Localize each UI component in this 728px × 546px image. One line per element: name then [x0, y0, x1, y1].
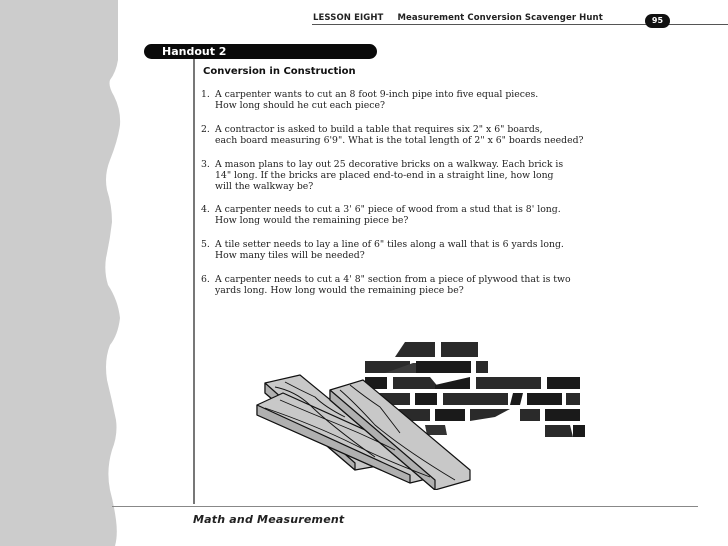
page-number-badge: 95	[645, 14, 670, 28]
question-number: 4.	[201, 204, 210, 215]
question-6	[201, 274, 571, 296]
lesson-title: Measurement Conversion Scavenger Hunt	[397, 13, 603, 23]
question-text-line: A carpenter wants to cut an 8 foot 9-inch pipe into five equal pieces.	[215, 89, 539, 100]
torn-paper-edge	[0, 0, 125, 546]
question-text-line: 14" long. If the bricks are placed end-to-end in a straight line, how long	[215, 170, 554, 181]
question-text-line: will the walkway be?	[215, 181, 314, 192]
question-3	[201, 159, 563, 192]
question-number: 1.	[201, 89, 210, 100]
question-number: 2.	[201, 124, 210, 135]
question-4	[201, 204, 561, 226]
footer-title: Math and Measurement	[193, 513, 345, 526]
lesson-label: LESSON EIGHT	[313, 13, 384, 23]
section-title: Conversion in Construction	[203, 66, 356, 77]
question-text-line: A tile setter needs to lay a line of 6" tiles along a wall that is 6 yards long.	[215, 239, 564, 250]
question-text-line: A contractor is asked to build a table that requires six 2" x 6" boards,	[215, 124, 543, 135]
handout-label: Handout 2	[162, 45, 227, 58]
question-text-line: each board measuring 6'9". What is the total length of 2" x 6" boards needed?	[215, 135, 584, 146]
question-1	[201, 89, 538, 111]
question-text-line: How long should he cut each piece?	[215, 100, 385, 111]
question-5	[201, 239, 564, 261]
question-2	[201, 124, 584, 146]
question-text-line: A mason plans to lay out 25 decorative bricks on a walkway. Each brick is	[215, 159, 564, 170]
margin-rule	[193, 59, 195, 504]
question-text-line: How long would the remaining piece be?	[215, 215, 409, 226]
running-header	[313, 13, 603, 23]
construction-illustration	[255, 335, 585, 490]
question-number: 6.	[201, 274, 210, 285]
question-text-line: A carpenter needs to cut a 4' 8" section from a piece of plywood that is two	[215, 274, 571, 285]
footer-rule	[112, 506, 698, 507]
question-number: 3.	[201, 159, 210, 170]
question-text-line: A carpenter needs to cut a 3' 6" piece of wood from a stud that is 8' long.	[215, 204, 561, 215]
question-text-line: yards long. How long would the remaining piece be?	[215, 285, 464, 296]
question-text-line: How many tiles will be needed?	[215, 250, 365, 261]
question-number: 5.	[201, 239, 210, 250]
